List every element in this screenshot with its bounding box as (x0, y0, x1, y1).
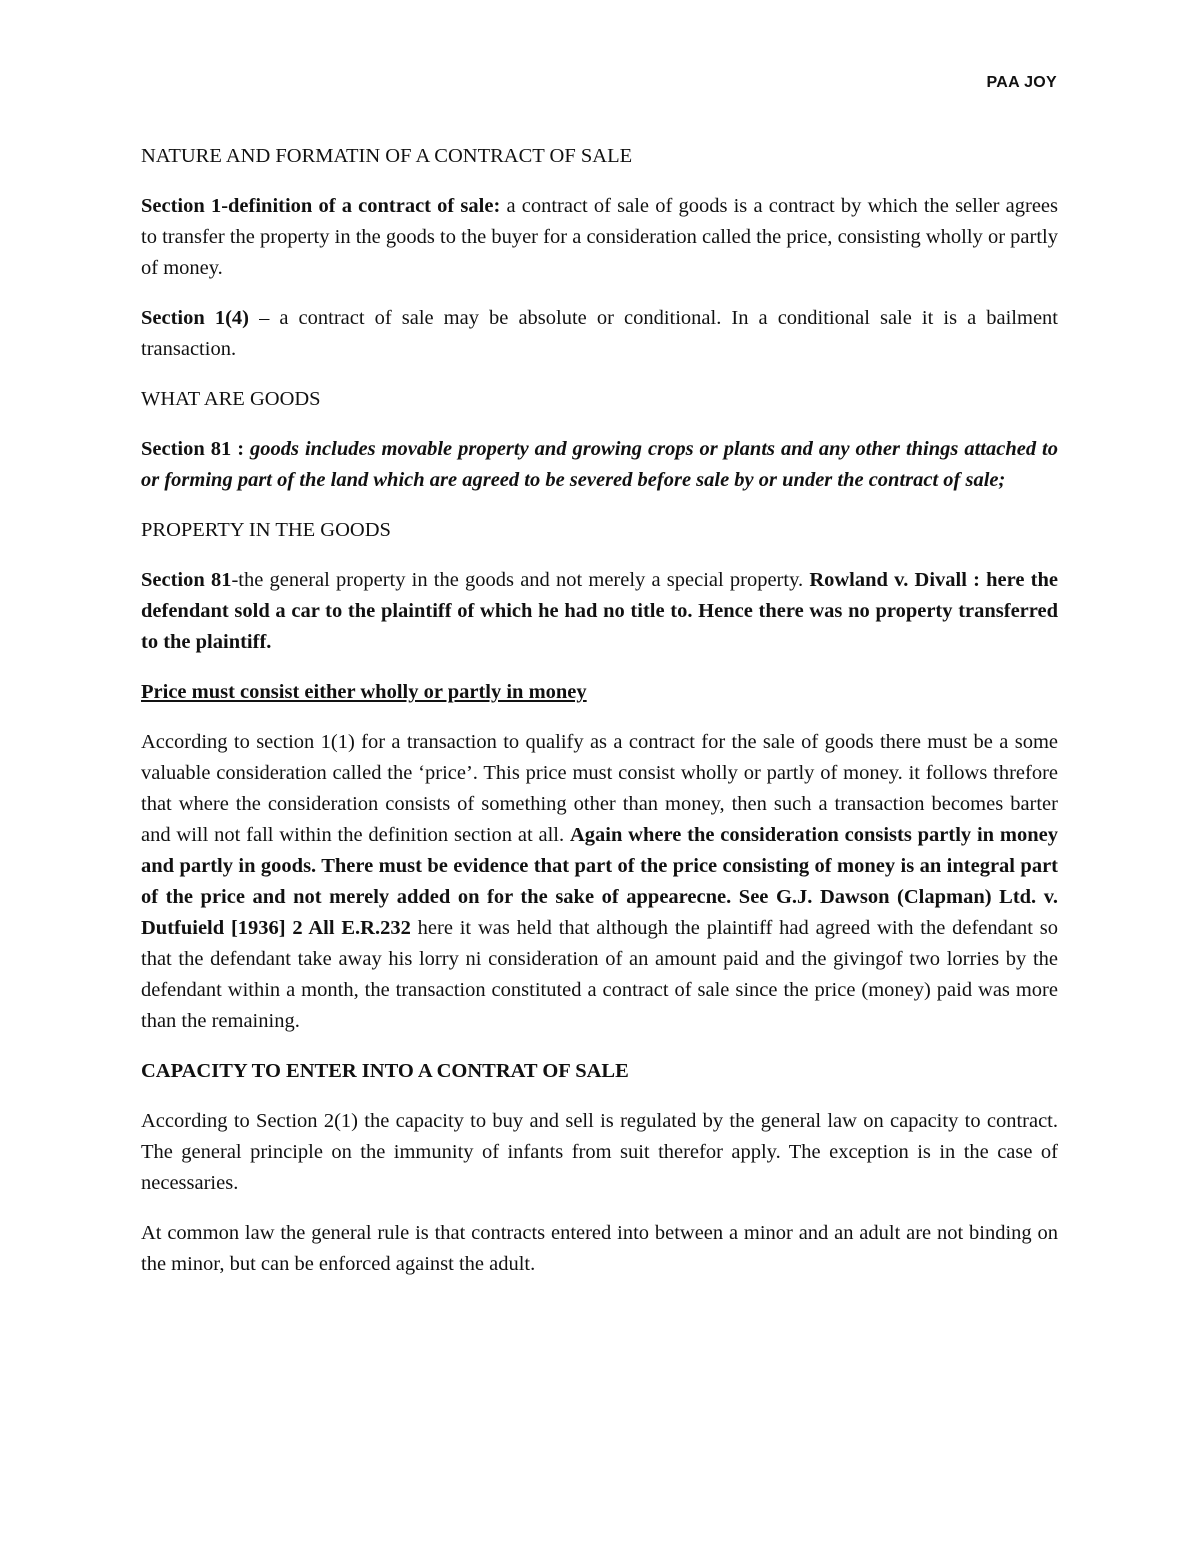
section-1-label: Section 1-definition of a contract of sale: (141, 195, 501, 217)
section-81-property-paragraph (141, 565, 1058, 658)
section-81-property-label: Section 81 (141, 569, 232, 591)
section-81-goods-label: Section 81 : (141, 438, 245, 460)
section-1-paragraph (141, 191, 1058, 284)
section-81-goods-paragraph (141, 434, 1058, 496)
property-heading: PROPERTY IN THE GOODS (141, 519, 391, 541)
rowland-divall-case: Rowland v. Divall : here the defendant sold a car to the plaintiff of which he had no title to. Hence there was no property transferred to the plaintiff. (141, 569, 1058, 653)
price-heading-wrap (141, 677, 1058, 708)
section-1-4-paragraph (141, 303, 1058, 365)
price-bold-text: Again where the consideration consists partly in money and partly in goods. There must be evidence that part of the price consisting of money is an integral part of the price and not merely added on for the sake of appearecne. See G.J. Dawson (Clapman) Ltd. v. Dutfuield [1936] 2 All E.R.232 (141, 824, 1058, 939)
section-81-goods-text: goods includes movable property and growing crops or plants and any other things attached to or forming part of the land which are agreed to be severed before sale by or under the contract of sale; (141, 438, 1058, 491)
capacity-heading-wrap (141, 1056, 1058, 1087)
capacity-paragraph-2: At common law the general rule is that contracts entered into between a minor and an adult are not binding on the minor, but can be enforced against the adult. (141, 1222, 1058, 1275)
document-body (141, 141, 1058, 1299)
header-author: PAA JOY (986, 74, 1057, 91)
section-1-text: a contract of sale of goods is a contract by which the seller agrees to transfer the property in the goods to the buyer for a consideration called the price, consisting wholly or partly of money. (141, 195, 1058, 279)
capacity-heading: CAPACITY TO ENTER INTO A CONTRAT OF SALE (141, 1060, 629, 1082)
document-title: NATURE AND FORMATIN OF A CONTRACT OF SALE (141, 145, 633, 167)
section-1-4-label: Section 1(4) (141, 307, 249, 329)
price-text-2: here it was held that although the plaintiff had agreed with the defendant so that the defendant take away his lorry ni consideration of an amount paid and the givingof two lorries by the defendant within a month, the transaction constituted a contract of sale since the price (money) paid was more than the remaining. (141, 917, 1058, 1032)
capacity-paragraph-1: According to Section 2(1) the capacity to buy and sell is regulated by the general law on capacity to contract. The general principle on the immunity of infants from suit therefor apply. The exception is in the case of necessaries. (141, 1110, 1058, 1194)
price-heading: Price must consist either wholly or partly in money (141, 681, 587, 703)
section-81-property-text: -the general property in the goods and not merely a special property. (231, 569, 810, 591)
price-paragraph (141, 727, 1058, 1037)
goods-heading: WHAT ARE GOODS (141, 388, 321, 410)
price-text-1: According to section 1(1) for a transaction to qualify as a contract for the sale of goods there must be a some valuable consideration called the ‘price’. This price must consist wholly or partly of money. it follows threfore that where the consideration consists of something other than money, then such a transaction becomes barter and will not fall within the definition section at all. (141, 731, 1058, 846)
section-1-4-text: – a contract of sale may be absolute or conditional. In a conditional sale it is a bailment transaction. (141, 307, 1058, 360)
